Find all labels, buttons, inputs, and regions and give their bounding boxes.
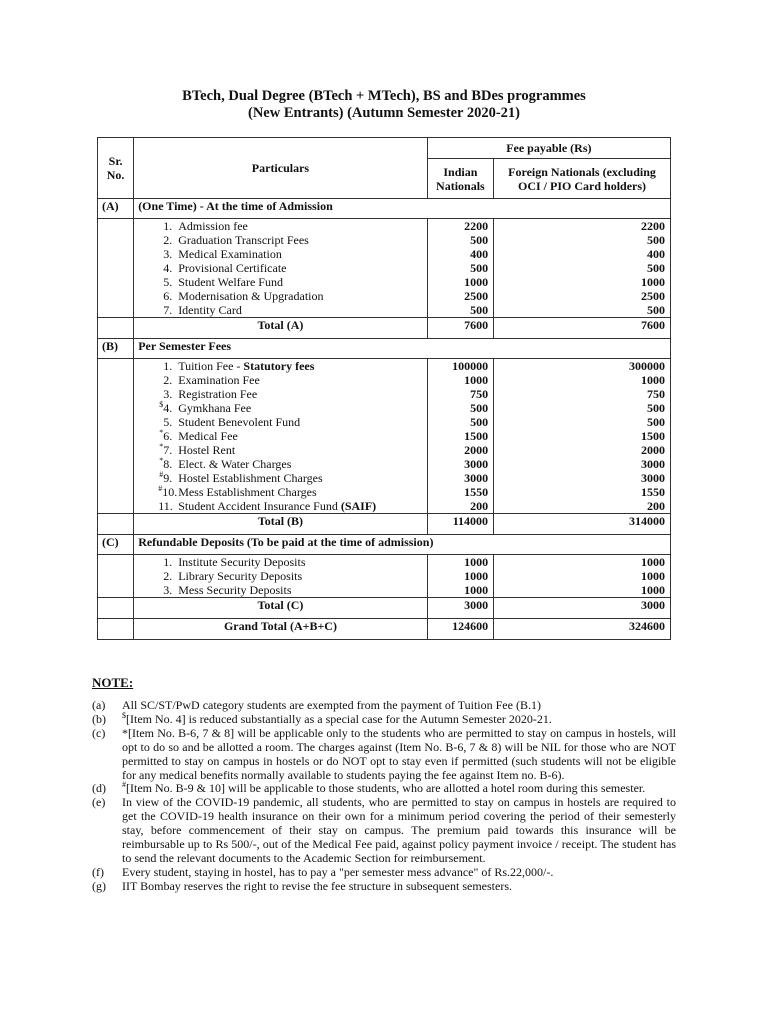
item-foreign-fee: 500 bbox=[647, 233, 665, 247]
fee-item bbox=[158, 555, 427, 569]
items-foreign-values bbox=[494, 555, 671, 598]
item-number bbox=[158, 261, 172, 275]
note-body: *[Item No. B-6, 7 & 8] will be applicable only to the students who are permitted to stay on campus in hostels, will opt to do so and be allotted a room. The charges against (Item No. B-6, 7 & 8) will be NIL for those who are NOT permitted to stay on campus in hostels or do NOT opt to stay even if permitted (such students will not be eligible for any medical benefits normally available to students paying the fee against Item no. B-6). bbox=[122, 725, 676, 782]
note-tag: (e) bbox=[92, 795, 106, 810]
item-foreign-fee: 400 bbox=[647, 247, 665, 261]
fee-item bbox=[158, 583, 427, 597]
title-line-2: (New Entrants) (Autumn Semester 2020-21) bbox=[248, 105, 520, 121]
total-label: Total (A) bbox=[134, 318, 428, 339]
item-indian-fee: 1500 bbox=[464, 429, 489, 443]
item-number bbox=[158, 555, 172, 569]
item-index: 3. bbox=[163, 387, 173, 401]
item-foreign-fee: 500 bbox=[647, 415, 665, 429]
header-foreign-nationals: Foreign Nationals (excluding OCI / PIO Card holders) bbox=[494, 159, 671, 199]
item-number bbox=[158, 457, 172, 471]
grand-total-foreign: 324600 bbox=[494, 619, 671, 640]
item-name: Library Security Deposits bbox=[178, 569, 303, 583]
item-index: 8. bbox=[163, 457, 173, 471]
note-text bbox=[122, 782, 676, 796]
item-index: 5. bbox=[163, 275, 173, 289]
item-foreign-fee: 1000 bbox=[641, 275, 665, 289]
items-row bbox=[98, 359, 671, 514]
header-sr-no: Sr. No. bbox=[98, 138, 134, 199]
item-name: Identity Card bbox=[178, 303, 242, 317]
note-tag: (d) bbox=[92, 781, 106, 796]
header-particulars: Particulars bbox=[134, 138, 428, 199]
header-row bbox=[98, 138, 671, 159]
item-name: Institute Security Deposits bbox=[178, 555, 306, 569]
fee-item bbox=[158, 569, 427, 583]
item-indian-fee: 2500 bbox=[464, 289, 489, 303]
items-indian-values bbox=[427, 555, 493, 598]
item-name: Student Accident Insurance Fund bbox=[178, 499, 341, 513]
item-name: Hostel Rent bbox=[178, 443, 236, 457]
items-foreign-values bbox=[494, 359, 671, 514]
note-body: [Item No. B-9 & 10] will be applicable to those students, who are allotted a hotel room during this semester. bbox=[126, 781, 646, 796]
note-item bbox=[92, 796, 676, 866]
item-number bbox=[158, 429, 172, 443]
item-name: Mess Security Deposits bbox=[178, 583, 292, 597]
item-indian-fee: 1550 bbox=[464, 485, 489, 499]
footnote-mark: * bbox=[159, 456, 164, 465]
item-index: 1. bbox=[163, 359, 173, 373]
grand-total-sr-cell bbox=[98, 619, 134, 640]
item-foreign-fee: 1000 bbox=[641, 569, 665, 583]
item-indian-fee: 500 bbox=[470, 415, 489, 429]
item-foreign-fee: 1000 bbox=[641, 555, 665, 569]
notes-heading: NOTE: bbox=[92, 675, 134, 690]
total-label: Total (B) bbox=[134, 514, 428, 535]
fee-item bbox=[158, 261, 427, 275]
total-row bbox=[98, 514, 671, 535]
grand-total-label: Grand Total (A+B+C) bbox=[134, 619, 428, 640]
item-name: Provisional Certificate bbox=[178, 261, 287, 275]
item-name: Elect. & Water Charges bbox=[178, 457, 292, 471]
item-foreign-fee: 1550 bbox=[641, 485, 665, 499]
item-indian-fee: 1000 bbox=[464, 373, 489, 387]
footnote-mark: * bbox=[159, 428, 164, 437]
fee-item bbox=[158, 219, 427, 233]
item-foreign-fee: 3000 bbox=[641, 457, 665, 471]
note-body: IIT Bombay reserves the right to revise the fee structure in subsequent semesters. bbox=[122, 878, 512, 893]
total-sr-cell bbox=[98, 318, 134, 339]
note-text bbox=[122, 880, 676, 894]
item-number bbox=[158, 359, 172, 373]
fee-item bbox=[158, 429, 427, 443]
notes-list bbox=[92, 699, 676, 894]
total-row bbox=[98, 598, 671, 619]
item-number bbox=[158, 387, 172, 401]
items-sr-cell bbox=[98, 555, 134, 598]
note-tag: (g) bbox=[92, 878, 106, 893]
item-number bbox=[158, 415, 172, 429]
item-number bbox=[158, 401, 172, 415]
item-name: Registration Fee bbox=[178, 387, 258, 401]
fee-item bbox=[158, 373, 427, 387]
total-sr-cell bbox=[98, 514, 134, 535]
item-foreign-fee: 2000 bbox=[641, 443, 665, 457]
items-row bbox=[98, 555, 671, 598]
note-text bbox=[122, 727, 676, 783]
item-number bbox=[158, 499, 172, 513]
items-sr-cell bbox=[98, 359, 134, 514]
fee-item bbox=[158, 233, 427, 247]
note-item bbox=[92, 880, 676, 894]
item-indian-fee: 3000 bbox=[464, 471, 489, 485]
note-tag: (f) bbox=[92, 864, 104, 879]
fee-item bbox=[158, 275, 427, 289]
item-foreign-fee: 750 bbox=[647, 387, 665, 401]
item-index: 6. bbox=[163, 429, 173, 443]
fee-item bbox=[158, 289, 427, 303]
item-name-bold: Statutory fees bbox=[243, 359, 315, 373]
item-foreign-fee: 500 bbox=[647, 401, 665, 415]
item-name: Student Benevolent Fund bbox=[178, 415, 301, 429]
footnote-mark: $ bbox=[159, 400, 164, 409]
item-name: Medical Examination bbox=[178, 247, 282, 261]
footnote-mark: # bbox=[122, 780, 126, 790]
note-body: Every student, staying in hostel, has to pay a "per semester mess advance" of Rs.22,000/-. bbox=[122, 864, 554, 879]
item-indian-fee: 1000 bbox=[464, 555, 489, 569]
item-name: Modernisation & Upgradation bbox=[178, 289, 324, 303]
fee-table bbox=[97, 137, 671, 640]
total-indian: 7600 bbox=[427, 318, 493, 339]
total-foreign: 3000 bbox=[494, 598, 671, 619]
footnote-mark: # bbox=[158, 484, 163, 493]
note-text bbox=[122, 699, 676, 713]
section-id: (A) bbox=[98, 199, 134, 219]
item-indian-fee: 1000 bbox=[464, 583, 489, 597]
item-indian-fee: 500 bbox=[470, 303, 489, 317]
item-foreign-fee: 200 bbox=[647, 499, 665, 513]
item-index: 4. bbox=[163, 261, 173, 275]
title-line-1: BTech, Dual Degree (BTech + MTech), BS and BDes programmes bbox=[182, 88, 586, 104]
grand-total-indian: 124600 bbox=[427, 619, 493, 640]
document-title bbox=[0, 88, 768, 122]
fee-item bbox=[158, 303, 427, 317]
item-number bbox=[158, 373, 172, 387]
item-index: 3. bbox=[163, 247, 173, 261]
item-indian-fee: 100000 bbox=[452, 359, 489, 373]
item-foreign-fee: 1500 bbox=[641, 429, 665, 443]
fee-item bbox=[158, 401, 427, 415]
note-item bbox=[92, 727, 676, 783]
item-number bbox=[158, 247, 172, 261]
item-index: 10. bbox=[162, 485, 178, 499]
header-indian-nationals: Indian Nationals bbox=[427, 159, 493, 199]
item-indian-fee: 750 bbox=[470, 387, 489, 401]
item-indian-fee: 500 bbox=[470, 401, 489, 415]
item-index: 5. bbox=[163, 415, 173, 429]
fee-item bbox=[158, 415, 427, 429]
total-foreign: 7600 bbox=[494, 318, 671, 339]
total-row bbox=[98, 318, 671, 339]
fee-item bbox=[158, 485, 427, 499]
fee-item bbox=[158, 457, 427, 471]
item-number bbox=[158, 569, 172, 583]
item-index: 2. bbox=[163, 569, 173, 583]
item-number bbox=[158, 219, 172, 233]
item-indian-fee: 2000 bbox=[464, 443, 489, 457]
item-index: 9. bbox=[163, 471, 173, 485]
item-index: 1. bbox=[163, 219, 173, 233]
items-indian-values bbox=[427, 219, 493, 318]
item-number bbox=[158, 443, 172, 457]
header-fee-payable: Fee payable (Rs) bbox=[427, 138, 670, 159]
section-row bbox=[98, 339, 671, 359]
item-index: 1. bbox=[163, 555, 173, 569]
item-index: 6. bbox=[163, 289, 173, 303]
total-indian: 3000 bbox=[427, 598, 493, 619]
item-name: Student Welfare Fund bbox=[178, 275, 283, 289]
item-foreign-fee: 300000 bbox=[629, 359, 665, 373]
item-name-bold: (SAIF) bbox=[340, 499, 377, 513]
item-foreign-fee: 500 bbox=[647, 261, 665, 275]
item-name: Mess Establishment Charges bbox=[178, 485, 317, 499]
fee-item bbox=[158, 359, 427, 373]
note-text bbox=[122, 796, 676, 866]
item-foreign-fee: 2500 bbox=[641, 289, 665, 303]
item-indian-fee: 500 bbox=[470, 233, 489, 247]
section-label: Per Semester Fees bbox=[134, 339, 671, 359]
items-foreign-values bbox=[494, 219, 671, 318]
item-indian-fee: 3000 bbox=[464, 457, 489, 471]
item-foreign-fee: 2200 bbox=[641, 219, 665, 233]
item-name: Gymkhana Fee bbox=[178, 401, 252, 415]
item-index: 7. bbox=[163, 443, 173, 457]
items-names bbox=[134, 359, 428, 514]
note-tag: (c) bbox=[92, 725, 106, 740]
item-indian-fee: 500 bbox=[470, 261, 489, 275]
footnote-mark: $ bbox=[122, 710, 126, 720]
total-foreign: 314000 bbox=[494, 514, 671, 535]
item-name: Tuition Fee - bbox=[178, 359, 244, 373]
note-tag: (b) bbox=[92, 711, 106, 726]
note-item bbox=[92, 782, 676, 796]
total-indian: 114000 bbox=[427, 514, 493, 535]
note-body: In view of the COVID-19 pandemic, all students, who are permitted to stay on campus in hostels are required to get the COVID-19 health insurance on their own for a minimum period covering the period of their semesterly stay, before commencement of their stay on campus. The premium paid towards this insurance will be reimbursable up to Rs 500/-, out of the Medical Fee paid, against policy payment invoice / receipt. The student has to send the relevant documents to the Academic Section for reimbursement. bbox=[122, 795, 676, 865]
item-foreign-fee: 1000 bbox=[641, 583, 665, 597]
item-name: Examination Fee bbox=[178, 373, 260, 387]
fee-item bbox=[158, 387, 427, 401]
item-foreign-fee: 3000 bbox=[641, 471, 665, 485]
items-names bbox=[134, 219, 428, 318]
note-item bbox=[92, 710, 676, 727]
fee-item bbox=[158, 247, 427, 261]
item-index: 3. bbox=[163, 583, 173, 597]
note-body: [Item No. 4] is reduced substantially as a special case for the Autumn Semester 2020-21. bbox=[126, 711, 552, 726]
item-name: Medical Fee bbox=[178, 429, 238, 443]
item-indian-fee: 2200 bbox=[464, 219, 489, 233]
item-name: Hostel Establishment Charges bbox=[178, 471, 323, 485]
grand-total-row bbox=[98, 619, 671, 640]
note-item bbox=[92, 866, 676, 880]
note-text bbox=[122, 866, 676, 880]
note-tag: (a) bbox=[92, 698, 106, 712]
item-number bbox=[158, 471, 172, 485]
total-label: Total (C) bbox=[134, 598, 428, 619]
section-label: (One Time) - At the time of Admission bbox=[134, 199, 671, 219]
item-number bbox=[158, 289, 172, 303]
footnote-mark: # bbox=[159, 470, 164, 479]
section-label: Refundable Deposits (To be paid at the time of admission) bbox=[134, 535, 671, 555]
item-index: 2. bbox=[163, 233, 173, 247]
item-number bbox=[158, 275, 172, 289]
items-row bbox=[98, 219, 671, 318]
item-index: 7. bbox=[163, 303, 173, 317]
section-id: (C) bbox=[98, 535, 134, 555]
item-index: 11. bbox=[158, 499, 173, 513]
items-indian-values bbox=[427, 359, 493, 514]
section-row bbox=[98, 199, 671, 219]
item-indian-fee: 200 bbox=[470, 499, 489, 513]
item-foreign-fee: 1000 bbox=[641, 373, 665, 387]
item-number bbox=[158, 583, 172, 597]
item-number bbox=[158, 303, 172, 317]
total-sr-cell bbox=[98, 598, 134, 619]
items-names bbox=[134, 555, 428, 598]
footnote-mark: * bbox=[159, 442, 164, 451]
section-row bbox=[98, 535, 671, 555]
fee-item bbox=[158, 499, 427, 513]
item-number bbox=[158, 233, 172, 247]
item-indian-fee: 1000 bbox=[464, 275, 489, 289]
item-index: 4. bbox=[163, 401, 173, 415]
fee-item bbox=[158, 471, 427, 485]
section-id: (B) bbox=[98, 339, 134, 359]
note-text bbox=[122, 710, 676, 727]
item-foreign-fee: 500 bbox=[647, 303, 665, 317]
items-sr-cell bbox=[98, 219, 134, 318]
item-indian-fee: 1000 bbox=[464, 569, 489, 583]
item-number bbox=[158, 484, 178, 499]
note-body: All SC/ST/PwD category students are exempted from the payment of Tuition Fee (B.1) bbox=[122, 698, 541, 712]
item-indian-fee: 400 bbox=[470, 247, 489, 261]
note-item bbox=[92, 699, 676, 713]
item-name: Admission fee bbox=[178, 219, 248, 233]
item-index: 2. bbox=[163, 373, 173, 387]
item-name: Graduation Transcript Fees bbox=[178, 233, 309, 247]
fee-item bbox=[158, 443, 427, 457]
